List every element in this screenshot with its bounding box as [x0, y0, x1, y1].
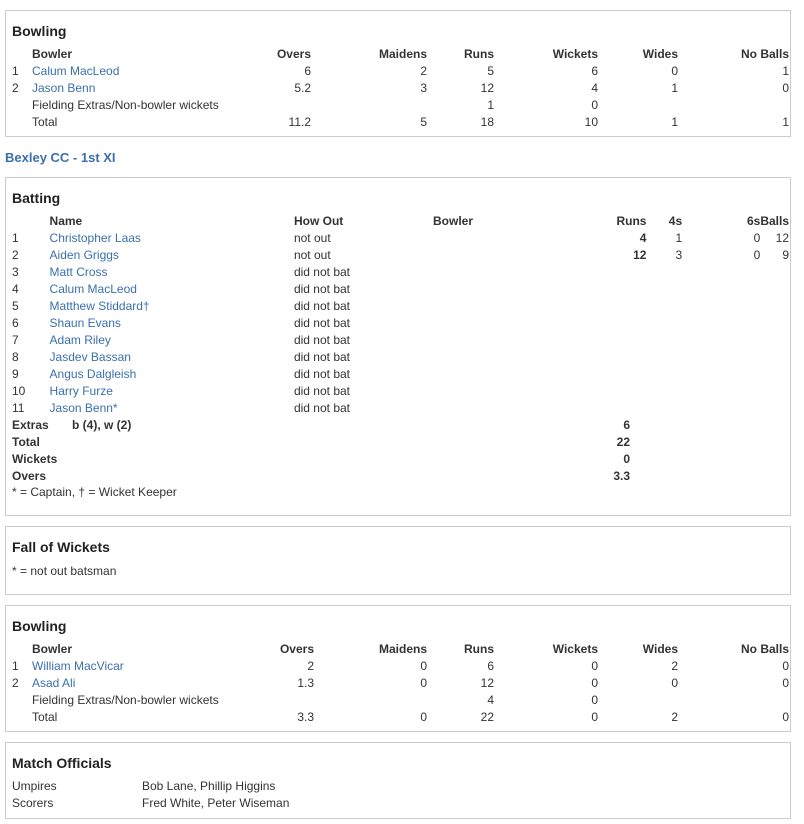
balls-cell [760, 349, 789, 366]
balls-cell [760, 383, 789, 400]
how-out-cell: did not bat [293, 316, 350, 330]
runs-cell [608, 383, 646, 400]
batsman-name-cell [50, 230, 294, 247]
fours-cell [646, 366, 682, 383]
table-row [8, 349, 789, 366]
batsman-link[interactable]: Matthew Stiddard† [49, 299, 150, 313]
sixes-cell [682, 281, 760, 298]
maidens-cell: 3 [420, 81, 427, 95]
match-officials-panel [5, 742, 791, 819]
noballs-cell: 1 [782, 64, 789, 78]
extras-runs: 4 [487, 693, 494, 707]
row-number: 8 [12, 350, 19, 364]
row-number: 7 [12, 333, 19, 347]
runs-cell [608, 264, 646, 281]
runs-cell: 6 [487, 659, 494, 673]
bowler-cell [433, 315, 608, 332]
balls-cell [760, 298, 789, 315]
batsman-link[interactable]: Jason Benn* [49, 401, 118, 415]
table-header [8, 46, 789, 63]
runs-cell [608, 332, 646, 349]
sixes-cell [682, 366, 760, 383]
fours-cell [646, 349, 682, 366]
total-runs: 18 [480, 115, 494, 129]
total-label: Total [12, 435, 40, 449]
sixes-cell [682, 349, 760, 366]
wickets-cell: 0 [591, 659, 598, 673]
col-maidens: Maidens [378, 47, 427, 61]
balls-cell [760, 281, 789, 298]
table-row [8, 400, 789, 417]
noballs-cell: 0 [782, 676, 789, 690]
runs-cell [608, 298, 646, 315]
wickets-cell: 4 [591, 81, 598, 95]
maidens-cell: 0 [420, 676, 427, 690]
total-row [8, 114, 789, 131]
col-name: Name [49, 214, 83, 228]
total-label: Total [32, 115, 58, 129]
batting-panel [5, 177, 791, 516]
fours-cell [646, 400, 682, 417]
row-number: 3 [12, 265, 19, 279]
wickets-value: 0 [623, 452, 630, 466]
runs-cell: 12 [633, 248, 647, 262]
table-row [8, 298, 789, 315]
fours-cell [646, 264, 682, 281]
extras-label: Fielding Extras/Non-bowler wickets [32, 693, 219, 707]
total-maidens: 0 [420, 710, 427, 724]
fours-cell: 3 [675, 248, 683, 262]
runs-cell: 12 [480, 81, 494, 95]
extras-label: Fielding Extras/Non-bowler wickets [32, 98, 219, 112]
how-out-cell: did not bat [293, 282, 350, 296]
batsman-name-cell [50, 264, 294, 281]
officials-title: Match Officials [12, 755, 112, 771]
balls-cell [760, 366, 789, 383]
table-row [8, 264, 789, 281]
how-out-cell: did not bat [293, 367, 350, 381]
extras-wickets: 0 [591, 693, 598, 707]
fours-cell [646, 298, 682, 315]
batting-table [8, 213, 789, 417]
legend-text: * = Captain, † = Wicket Keeper [12, 485, 177, 499]
bowling-table-2 [8, 641, 789, 726]
wickets-cell: 0 [591, 676, 598, 690]
overs-cell: 1.3 [297, 676, 314, 690]
fow-title: Fall of Wickets [12, 539, 110, 555]
table-row [8, 315, 789, 332]
table-row [8, 366, 789, 383]
sixes-cell [682, 264, 760, 281]
col-runs: Runs [464, 642, 494, 656]
overs-cell: 5.2 [294, 81, 311, 95]
bowler-cell [433, 332, 608, 349]
bowler-cell [433, 230, 608, 247]
scorers-value: Fred White, Peter Wiseman [142, 796, 290, 810]
balls-cell [760, 315, 789, 332]
row-number: 11 [12, 401, 25, 415]
sixes-cell [682, 298, 760, 315]
col-wickets: Wickets [552, 47, 598, 61]
overs-cell: 6 [304, 64, 311, 78]
wickets-label: Wickets [12, 452, 58, 466]
scorers-label: Scorers [12, 796, 54, 810]
wickets-cell: 6 [591, 64, 598, 78]
total-row [8, 709, 789, 726]
sixes-cell [682, 400, 760, 417]
col-noballs: No Balls [740, 642, 789, 656]
row-number: 9 [12, 367, 19, 381]
row-number: 5 [12, 299, 19, 313]
row-number: 1 [12, 64, 19, 78]
total-runs: 22 [480, 710, 494, 724]
extras-runs: 1 [487, 98, 494, 112]
batsman-link[interactable]: Shaun Evans [49, 316, 121, 330]
runs-cell [608, 400, 646, 417]
fours-cell: 1 [675, 231, 683, 245]
how-out-cell: did not bat [293, 333, 350, 347]
batting-rows [8, 230, 789, 417]
sixes-cell [682, 332, 760, 349]
batsman-name-cell [50, 298, 294, 315]
wides-cell: 2 [671, 659, 678, 673]
batsman-link[interactable]: Aiden Griggs [49, 248, 119, 262]
col-how-out: How Out [293, 214, 344, 228]
balls-cell: 12 [775, 231, 789, 245]
fow-note: * = not out batsman [12, 564, 117, 578]
col-fours: 4s [668, 214, 683, 228]
overs-cell: 2 [307, 659, 314, 673]
total-wides: 2 [671, 710, 678, 724]
row-number: 6 [12, 316, 19, 330]
bowler-link[interactable]: William MacVicar [32, 659, 124, 673]
bowler-cell [433, 264, 608, 281]
total-wickets: 0 [591, 710, 598, 724]
overs-value: 3.3 [613, 469, 630, 483]
extras-row [8, 692, 789, 709]
col-bowler: Bowler [32, 642, 73, 656]
col-overs: Overs [279, 642, 314, 656]
batsman-name-cell [50, 281, 294, 298]
col-wides: Wides [642, 47, 678, 61]
maidens-cell: 0 [420, 659, 427, 673]
batsman-link[interactable]: Jasdev Bassan [49, 350, 131, 364]
runs-cell [608, 349, 646, 366]
col-noballs: No Balls [740, 47, 789, 61]
total-maidens: 5 [420, 115, 427, 129]
runs-cell [608, 281, 646, 298]
fours-cell [646, 315, 682, 332]
fours-cell [646, 281, 682, 298]
bowler-cell [433, 366, 608, 383]
bowler-cell [433, 383, 608, 400]
batsman-link[interactable]: Calum MacLeod [49, 282, 137, 296]
col-wides: Wides [642, 642, 678, 656]
how-out-cell: not out [293, 231, 331, 245]
sixes-cell [682, 315, 760, 332]
row-number: 2 [12, 248, 19, 262]
col-balls: Balls [760, 214, 789, 228]
table-row [8, 63, 789, 80]
team-title-link[interactable]: Bexley CC - 1st XI [5, 150, 116, 165]
total-wickets: 10 [584, 115, 598, 129]
extras-value: 6 [623, 418, 630, 432]
table-header [8, 641, 789, 658]
extras-row [8, 97, 789, 114]
row-number: 1 [12, 231, 19, 245]
runs-cell: 12 [480, 676, 494, 690]
sixes-cell: 0 [753, 248, 761, 262]
fall-of-wickets-panel [5, 526, 791, 595]
wides-cell: 0 [671, 676, 678, 690]
total-wides: 1 [671, 115, 678, 129]
total-label: Total [32, 710, 58, 724]
how-out-cell: not out [293, 248, 331, 262]
extras-wickets: 0 [591, 98, 598, 112]
batsman-name-cell [50, 349, 294, 366]
row-number: 10 [12, 384, 26, 398]
balls-cell: 9 [782, 248, 789, 262]
batsman-name-cell [50, 383, 294, 400]
table-row [8, 80, 789, 97]
row-number: 2 [12, 676, 19, 690]
batting-title: Batting [12, 190, 61, 206]
fours-cell [646, 332, 682, 349]
bowling-panel-1 [5, 10, 791, 137]
how-out-cell: did not bat [293, 265, 350, 279]
total-value: 22 [616, 435, 630, 449]
bowling-title: Bowling [12, 618, 67, 634]
batsman-link[interactable]: Matt Cross [49, 265, 108, 279]
total-noballs: 0 [782, 710, 789, 724]
bowling-table-1 [8, 46, 789, 131]
noballs-cell: 0 [782, 659, 789, 673]
table-row [8, 230, 789, 247]
col-sixes: 6s [746, 214, 761, 228]
table-row [8, 658, 789, 675]
col-wickets: Wickets [552, 642, 598, 656]
wides-cell: 0 [671, 64, 678, 78]
runs-cell: 5 [487, 64, 494, 78]
runs-cell [608, 366, 646, 383]
col-runs: Runs [616, 214, 647, 228]
extras-label: Extras [12, 418, 49, 432]
bowler-cell [433, 281, 608, 298]
how-out-cell: did not bat [293, 299, 350, 313]
table-row [8, 675, 789, 692]
bowling-title: Bowling [12, 23, 67, 39]
total-noballs: 1 [782, 115, 789, 129]
batsman-link[interactable]: Angus Dalgleish [49, 367, 137, 381]
balls-cell [760, 332, 789, 349]
how-out-cell: did not bat [293, 350, 350, 364]
table-row [8, 281, 789, 298]
bowler-cell [433, 298, 608, 315]
wides-cell: 1 [671, 81, 678, 95]
row-number: 2 [12, 81, 19, 95]
row-number: 4 [12, 282, 19, 296]
total-overs: 11.2 [288, 115, 311, 129]
balls-cell [760, 264, 789, 281]
runs-cell: 4 [639, 231, 647, 245]
col-bowler: Bowler [433, 214, 474, 228]
table-row [8, 332, 789, 349]
runs-cell [608, 315, 646, 332]
overs-label: Overs [12, 469, 47, 483]
bowler-cell [433, 349, 608, 366]
batsman-name-cell [50, 315, 294, 332]
total-overs: 3.3 [297, 710, 314, 724]
row-number: 1 [12, 659, 19, 673]
batsman-name-cell [50, 366, 294, 383]
col-overs: Overs [276, 47, 311, 61]
sixes-cell: 0 [753, 231, 761, 245]
bowler-link[interactable]: Calum MacLeod [32, 64, 120, 78]
bowling-panel-2 [5, 605, 791, 732]
fours-cell [646, 383, 682, 400]
noballs-cell: 0 [782, 81, 789, 95]
umpires-label: Umpires [12, 779, 57, 793]
bowler-link[interactable]: Jason Benn [32, 81, 96, 95]
bowler-cell [433, 400, 608, 417]
bowler-link[interactable]: Asad Ali [32, 676, 76, 690]
table-row [8, 247, 789, 264]
table-row [8, 383, 789, 400]
maidens-cell: 2 [420, 64, 427, 78]
bowler-cell [433, 247, 608, 264]
balls-cell [760, 400, 789, 417]
batsman-name-cell [50, 400, 294, 417]
batsman-link[interactable]: Christopher Laas [49, 231, 141, 245]
how-out-cell: did not bat [293, 401, 350, 415]
batsman-name-cell [50, 247, 294, 264]
col-bowler: Bowler [32, 47, 73, 61]
batsman-name-cell [50, 332, 294, 349]
umpires-value: Bob Lane, Phillip Higgins [142, 779, 276, 793]
extras-detail: b (4), w (2) [72, 418, 132, 432]
table-header [8, 213, 789, 230]
col-maidens: Maidens [378, 642, 427, 656]
batsman-link[interactable]: Harry Furze [49, 384, 113, 398]
batsman-link[interactable]: Adam Riley [49, 333, 111, 347]
how-out-cell: did not bat [293, 384, 350, 398]
col-runs: Runs [464, 47, 494, 61]
sixes-cell [682, 383, 760, 400]
